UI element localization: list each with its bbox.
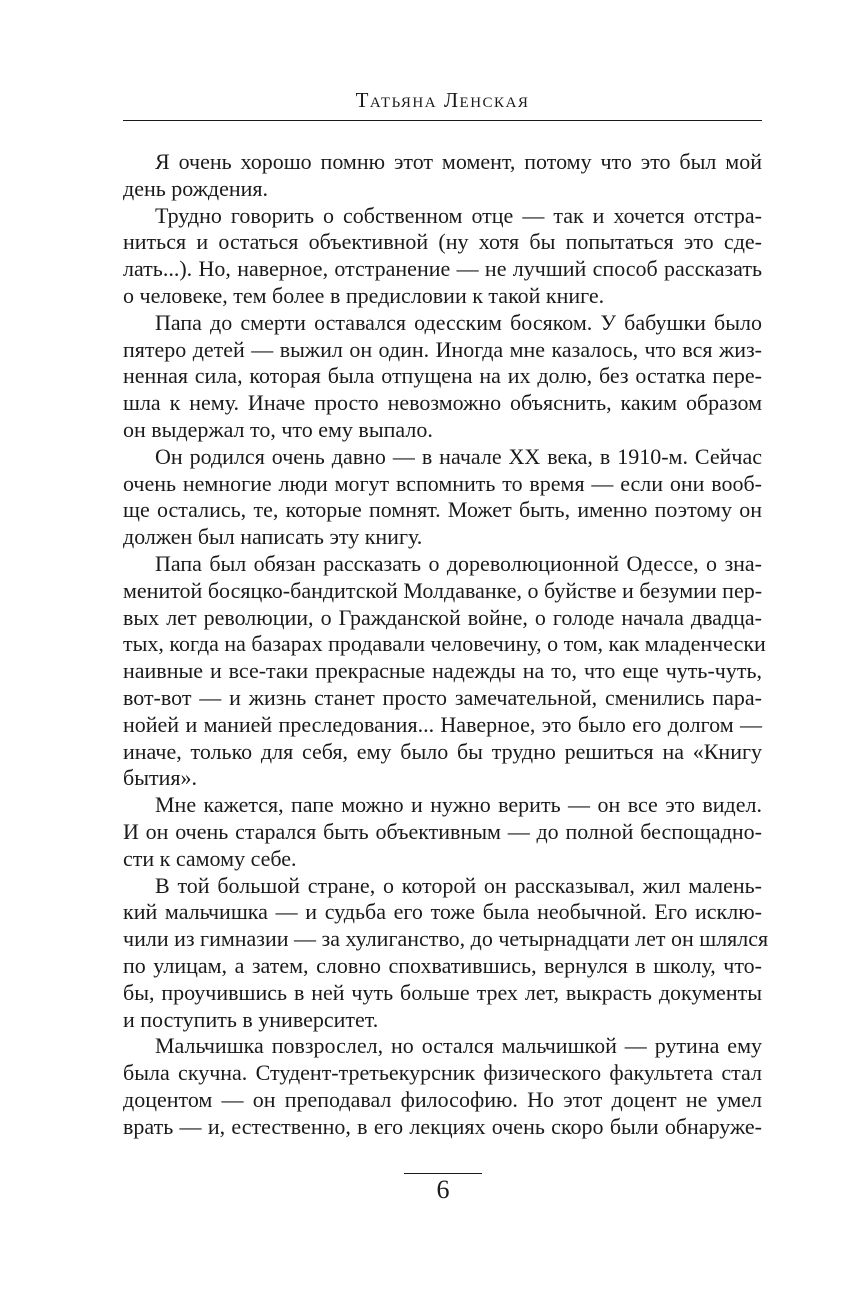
- text-line: он выдержал то, что ему выпало.: [123, 416, 433, 442]
- header-rule: [123, 120, 762, 121]
- text-line: вых лет революции, о Гражданской войне, о голоде начала двадца-: [123, 604, 762, 630]
- page-number-rule: [404, 1173, 482, 1174]
- text-line: о человеке, тем более в предисловии к такой книге.: [123, 282, 605, 308]
- text-line: И он очень старался быть объективным — до полной беспощадно-: [123, 818, 762, 844]
- paragraph-first-line: В той большой стране, о которой он рассказывал, жил малень-: [155, 872, 762, 898]
- paragraph-first-line: Папа до смерти оставался одесским босяком. У бабушки было: [155, 309, 762, 335]
- text-line: шла к нему. Иначе просто невозможно объяснить, каким образом: [123, 390, 762, 416]
- text-line: чили из гимназии — за хулиганство, до четырнадцати лет он шлялся: [123, 926, 769, 952]
- text-line: ниться и остаться объективной (ну хотя бы попытаться это сде-: [123, 229, 762, 255]
- text-line: пятеро детей — выжил он один. Иногда мне казалось, что вся жиз-: [123, 336, 762, 362]
- paragraph-first-line: Мне кажется, папе можно и нужно верить — он все это видел.: [155, 792, 762, 818]
- text-line: сти к самому себе.: [123, 845, 297, 871]
- text-line: нойей и манией преследования... Наверное, это было его долгом —: [123, 711, 762, 737]
- text-line: наивные и все-таки прекрасные надежды на то, что еще чуть-чуть,: [123, 658, 762, 684]
- text-line: тых, когда на базарах продавали человечину, о том, как младенчески: [123, 631, 766, 657]
- text-line: вот-вот — и жизнь станет просто замечательной, сменились пара-: [123, 684, 762, 710]
- text-line: доцентом — он преподавал философию. Но этот доцент не умел: [123, 1086, 762, 1112]
- text-line: ненная сила, которая была отпущена на их долю, без остатка пере-: [123, 363, 762, 389]
- paragraph-first-line: Папа был обязан рассказать о дореволюционной Одессе, о зна-: [155, 550, 762, 576]
- paragraph-first-line: Мальчишка повзрослел, но остался мальчишкой — рутина ему: [155, 1033, 762, 1059]
- text-line: по улицам, а затем, словно спохватившись, вернулся в школу, что-: [123, 952, 762, 978]
- text-line: должен был написать эту книгу.: [123, 524, 423, 550]
- text-line: была скучна. Студент-третьекурсник физического факультета стал: [123, 1060, 762, 1086]
- text-line: врать — и, естественно, в его лекциях очень скоро были обнаруже-: [123, 1113, 762, 1139]
- text-line: кий мальчишка — и судьба его тоже была необычной. Его исклю-: [123, 899, 762, 925]
- text-line: лать...). Но, наверное, отстранение — не лучший способ рассказать: [123, 256, 762, 282]
- text-line: очень немногие люди могут вспомнить то время — если они вооб-: [123, 470, 762, 496]
- text-line: иначе, только для себя, ему было бы трудно решиться на «Книгу: [123, 738, 762, 764]
- running-head-author: Татьяна Ленская: [355, 88, 530, 112]
- paragraph-first-line: Он родился очень давно — в начале XX века, в 1910-м. Сейчас: [155, 443, 762, 469]
- paragraph-first-line: Я очень хорошо помню этот момент, потому что это был мой: [155, 149, 762, 174]
- text-line: ще остались, те, которые помнят. Может быть, именно поэтому он: [123, 497, 762, 523]
- text-line: менитой босяцко-бандитской Молдаванке, о буйстве и безумии пер-: [123, 577, 763, 603]
- text-line: бытия».: [123, 765, 197, 791]
- text-line: и поступить в университет.: [123, 1006, 379, 1032]
- text-line: бы, проучившись в ней чуть больше трех лет, выкрасть документы: [123, 979, 762, 1005]
- paragraph-first-line: Трудно говорить о собственном отце — так и хочется отстра-: [155, 202, 762, 228]
- page-number: 6: [436, 1175, 450, 1204]
- text-line: день рождения.: [123, 175, 269, 201]
- body-text: [123, 149, 769, 1140]
